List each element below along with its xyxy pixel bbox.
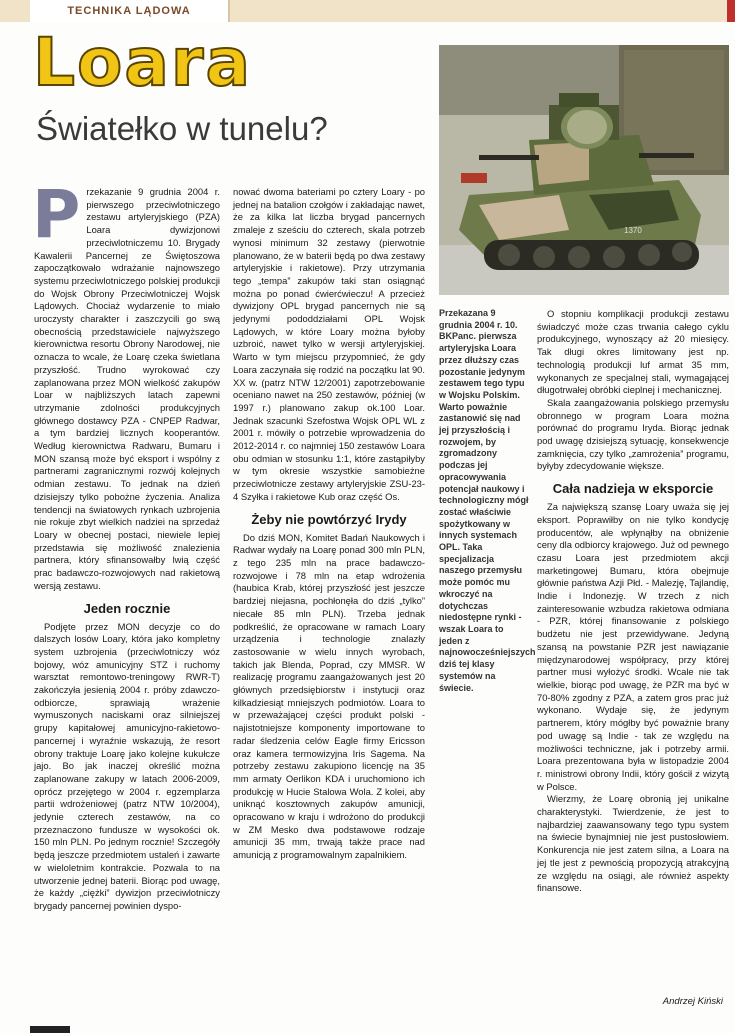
paragraph: nować dwoma bateriami po cztery Loary - po jednej na batalion czołgów i zakładając nawet, że za kilka lat liczba brygad pancernych zmaleje z sześciu do czterech, skala potrzeb wynosi minimum 32 zestawy (pierwotnie planowano, że w baterii będą po dwa zestawy artyleryjskie i rakietowe). Przy utrzymania tego „tempa” zakupów taki stan osiągnąć można po ponad ćwierćwieczu! A przecież dywizjony OPL brygad pancernych nie są jedynymi pododdziałami OPL Wojsk Lądowych, w które Loary można byłoby uzbroić, nawet tylko w wersji artyleryjskiej. Warto w tym miejscu przypomnieć, że gdy Loara zaczynała się rodzić na początku lat 90. XX w. (patrz NTW 12/2001) zapotrzebowanie oceniano nawet na 250 zestawów, później (w 1997 r.) planowano zakup ok.100 Loar. Jednak szacunki Szefostwa Wojsk OPL WL z 2001 r. mówiły o potrzebie wprowadzenia do 2012-2014 r. co najmniej 150 zestawów Loara obu odmian w stosunku 1:1, które zastąpiłyby w tym okresie wszystkie samobieżne przeciwlotnicze zestawy artyleryjskie ZSU-23-4 Szyłka i rakietowe Kub oraz część Os. bbox=[233, 186, 425, 502]
paragraph-text: rzekazanie 9 grudnia 2004 r. pierwszego przeciwlotniczego zestawu artyleryjskiego (PZA) Loara dywizjonowi przeciwlotniczemu 10. Brygady Kawalerii Pancernej ze Świętoszowa zapoczątkowało wdrażanie najnowszego systemu przeciwlotniczego polskiej produkcji do Wojsk Obrony Przeciwlotniczej Wojsk Lądowych. Chociaż wydarzenie to miało uroczysty charakter i zaszczycili go swą obecnością przedstawiciele najwyższego kierownictwa resortu Obrony Narodowej, nie oznacza to wcale, że Loarę czeka świetlana przyszłość. Trudno wyrokować czy zaplanowana przez MON wielkość zakupów Loar w najbliższych latach zapewni utrzymanie zdolności produkcyjnych głównego dostawcy PZA - CNPEP Radwar, a tym bardziej licznych kooperantów. Według kierownictwa Radwaru, Bumaru i MON szansą może być eksport i wspólny z partnerami zagranicznymi rozwój kolejnych odmian zestawu. To jednak na dzień dzisiejszy tylko pobożne życzenia. Analiza tendencji na światowych rynkach uzbrojenia nie rokuje zbyt wielkich nadziei na sprzedaż Loary w obecnej postaci, niewiele lepiej przedstawia się możliwość znalezienia partnera, który sfinansowałby lwią część prac badawczo-rozwojowych nad rakietową wersją zestawu. bbox=[34, 186, 220, 591]
column-2 bbox=[233, 186, 425, 862]
drop-cap: P bbox=[32, 176, 81, 253]
section-label: TECHNIKA LĄDOWA bbox=[30, 0, 230, 22]
column-3 bbox=[537, 308, 729, 895]
tank-illustration bbox=[439, 45, 729, 295]
page-footer-bar bbox=[30, 1026, 70, 1033]
section-heading: Cała nadzieja w eksporcie bbox=[552, 481, 714, 497]
paragraph: Podjęte przez MON decyzje co do dalszych losów Loary, która jako kompletny system uzbrojenia (przeciwlotniczy wóz bojowy, wóz amunicyjny STZ i ruchomy warsztat remontowo-treningowy RWR-T) zakończyła jesienią 2004 r. próby zdawczo-odbiorcze, sprawiają wrażenie wymuszonych naciskami oraz silniejszej grupy kapitałowej amunicyjno-rakietowo-pancernej i wyraźnie wskazują, że resort obrony traktuje Loarę jako kolejne kukułcze jajo. Bo jak inaczej określić można zaplanowane zakupy w latach 2006-2009, oprócz przejętego w 2004 r. egzemplarza partii wdrożeniowej (patrz NTW 10/2004), jedynie czterech zestawów, na co przeznaczono fundusze w wysokości ok. 150 mln PLN. Po jednym rocznie! Szczegóły będą jeszcze przedmiotem ustaleń i zawarte w wieloletnim kontrakcie. Pozwala to na utworzenie jednej baterii. Biorąc pod uwagę, że każdy „ciężki” dywizjon przeciwlotniczy brygady pancernej powinien dyspo- bbox=[34, 620, 220, 911]
paragraph: Skala zaangażowania polskiego przemysłu obronnego w program Loara można porównać do programu Iryda. Biorąc jednak pod uwagę dzisiejszą sytuację, konsekwencje zamknięcia, czy tylko „zamrożenia” programu, byłyby zdecydowanie większe. bbox=[537, 396, 729, 472]
photo-caption: Przekazana 9 grudnia 2004 r. 10. BKPanc. pierwsza artyleryjska Loara przez dłuższy czas pozostanie jedynym zestawem tego typu w Wojsku Polskim. Warto poważnie zastanowić się nad jej przyszłością i rozwojem, by zgromadzony podczas jej opracowywania potencjał naukowy i technologiczny mógł zostać właściwie spożytkowany w innych systemach OPL. Taka specjalizacja naszego przemysłu może pomóc mu wkroczyć na dotychczas niedostępne rynki - wszak Loara to jeden z najnowocześniejszych dziś tej klasy systemów na świecie. bbox=[439, 308, 536, 693]
paragraph: O stopniu komplikacji produkcji zestawu świadczyć może czas trwania całego cyklu produkcyjnego, wynoszący aż 20 miesięcy. Tak długi okres limitowany jest np. technologią produkcji luf armat 35 mm, wykonanych ze specjalnej stali, wymagającej długotrwałej obróbki cieplnej i mechanicznej. bbox=[537, 308, 729, 396]
section-heading: Jeden rocznie bbox=[83, 600, 171, 616]
paragraph bbox=[32, 176, 220, 593]
article-title: Loara bbox=[33, 24, 253, 101]
paragraph: Za największą szansę Loary uważa się jej eksport. Poprawiłby on nie tylko kondycję producentów, ale wpłynąłby na obniżenie ceny dla odbiorcy krajowego. Już od pewnego czasu Loara jest przedmiotem akcji marketingowej Bumaru, która obejmuje głównie państwa Azji Płd. - Malezję, Tajlandię, Indie i Indonezję. W trzech z nich zainteresowanie wzbudza rakietowa odmiana - PZR, której finansowanie z polskiego budżetu nie jest przewidywane. Jedyną szansą na powstanie PZR jest nawiązanie międzynarodowej współpracy, przy której partner musi wyłożyć środki. Wcale nie tak wielkie, biorąc pod uwagę, że PZR ma być w 70-80% zgodny z PZA, a zatem gros prac już wykonano. Wydaje się, że jedynym partnerem, który mógłby być poważnie brany pod uwagę są Indie - tak ze względu na możliwości techniczne, jak i potrzeby armii. Loara prezentowana była w listopadzie 2004 r. ministrowi obrony Indii, który gościł z wizytą w Polsce. bbox=[537, 501, 729, 792]
corner-mark bbox=[727, 0, 735, 22]
column-1 bbox=[32, 176, 220, 913]
section-heading: Żeby nie powtórzyć Irydy bbox=[251, 511, 407, 527]
article-subtitle: Światełko w tunelu? bbox=[36, 110, 328, 147]
paragraph: Wierzmy, że Loarę obronią jej unikalne charakterystyki. Twierdzenie, że jest to najbardziej zaawansowany tego typu system na świecie bynajmniej nie jest pustosłowiem. Konkurencja nie jest zatem silna, a Loara na jej tle jest z pewnością propozycją atrakcyjną ze względu na osiągi, ale również aspekty finansowe. bbox=[537, 793, 729, 894]
author-signature: Andrzej Kiński bbox=[662, 996, 723, 1007]
svg-text:1370: 1370 bbox=[624, 226, 642, 235]
paragraph: Do dziś MON, Komitet Badań Naukowych i Radwar wydały na Loarę ponad 300 mln PLN, z tego 235 mln na prace badawczo-rozwojowe i 78 mln na etap wdrożenia (haubica Krab, której przyszłość jest jeszcze bardziej niejasna, pochłonęła do dziś „tylko” niecałe 85 mln PLN). Trzeba jednak podkreślić, że opracowane w ramach Loary urządzenia i technologie znalazły zastosowanie w wielu innych wyrobach, takich jak Blenda, Poprad, czy MMSR. W realizację programu zaangażowanych jest 20 głównych przedsiębiorstw i instytucji oraz kilkadziesiąt mniejszych podmiotów. Loara to w przeważającej części produkt polski - najistotniejsze komponenty importowane to radar śledzenia celów Eagle firmy Ericsson oraz kamera termowizyjna Iris Sagema. Na potrzeby zestawu zakupiono licencję na 35 mm armaty Oerlikon KDA i uruchomiono ich produkcję w Hucie Stalowa Wola. Z kolei, aby uniknąć kosztownych zakupów amunicji, opracowano w kraju i wdrożono do produkcji w ZM Mesko dwa podstawowe rodzaje amunicji 35 mm, trwają także prace nad amunicją z programowalnym zapalnikiem. bbox=[233, 531, 425, 861]
tank-photo bbox=[439, 45, 729, 295]
